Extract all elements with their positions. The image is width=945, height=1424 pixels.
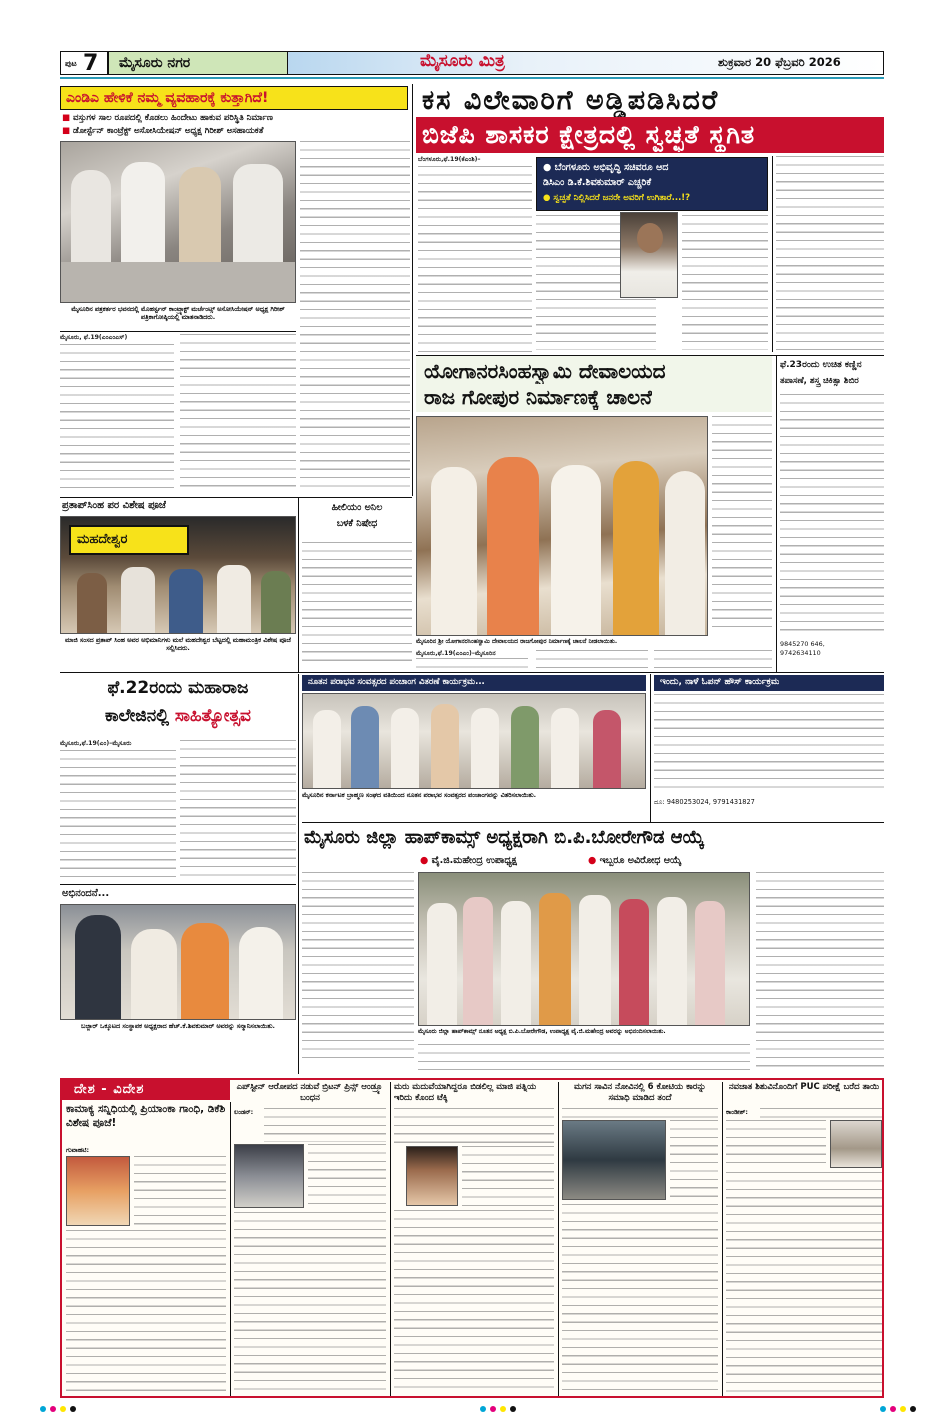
openhouse-headline: ಇಂದು, ನಾಳೆ ಓಪನ್ ಹೌಸ್ ಕಾರ್ಯಕ್ರಮ: [660, 677, 780, 687]
garbage-body-col3: [682, 215, 768, 352]
photo-icon: [427, 903, 457, 1026]
red-bullet-icon: ■: [62, 113, 71, 123]
pratap-photo: [60, 516, 296, 634]
helium-headline-1: ಹೀಲಿಯಂ ಅನಿಲ: [331, 502, 383, 513]
garbage-body-col1: [418, 156, 532, 352]
photo-icon: [637, 223, 663, 253]
photo-icon: [121, 567, 155, 634]
photo-icon: [613, 461, 659, 636]
filler-text: [726, 1172, 882, 1392]
photo-icon: [619, 899, 649, 1026]
filler-text: [462, 1146, 554, 1206]
photo-icon: [217, 565, 251, 634]
garbage-kicker-box: [536, 157, 768, 211]
priyanka-photo: [66, 1156, 130, 1226]
filler-text: [308, 1144, 386, 1208]
filler-text: [66, 1230, 226, 1392]
health-headline-2: ತಪಾಸಣೆ, ಶಸ್ತ್ರ ಚಿಕಿತ್ಸಾ ಶಿಬಿರ: [780, 376, 859, 386]
yoga-body-col1: [416, 650, 528, 670]
red-bullet-icon: ●: [420, 855, 429, 866]
calendar-headline: ನೂತನ ಪರಾಭವ ಸಂವತ್ಸರದ ಪಂಚಾಂಗ ವಿತರಣೆ ಕಾರ್ಯಕ್ರಮ...: [308, 677, 485, 687]
desha-label: ದೇಶ - ವಿದೇಶ: [74, 1082, 145, 1097]
photo-icon: [551, 465, 601, 636]
desha-section: [60, 1078, 884, 1398]
photo-icon: [169, 569, 203, 634]
date-label: ಶುಕ್ರವಾರ 20 ಫೆಬ್ರವರಿ 2026: [718, 55, 841, 69]
yoga-headline-1: ಯೋಗಾನರಸಿಂಹಸ್ವಾಮಿ ದೇವಾಲಯದ: [424, 359, 666, 383]
filler-text: [134, 1156, 226, 1226]
garbage-headline-1: ಕಸ ವಿಲೇವಾರಿಗೆ ಅಡ್ಡಿಪಡಿಸಿದರೆ: [422, 85, 720, 116]
college-headline-2a: ಕಾಲೇಜಿನಲ್ಲಿ: [105, 706, 175, 726]
calendar-caption: ಮೈಸೂರಿನ ಕರ್ನಾಟಕ ಬ್ರಾಹ್ಮಣ ಸಂಘದ ವತಿಯಿಂದ ನೂತನ ಪರಾಭವ ಸಂವತ್ಸರದ ಪಂಚಾಂಗವನ್ನು ವಿತರಿಸಲಾಯಿತು.: [302, 791, 537, 799]
desha-dateline-5: ಕಾಂಡೀಶ್:: [726, 1108, 748, 1116]
yoga-photo: [416, 416, 708, 636]
helium-headline-2: ಬಳಕೆ ನಿಷೇಧ: [336, 518, 378, 529]
desha-dateline-2: ಲಂಡನ್:: [234, 1108, 254, 1116]
filler-text: [264, 1108, 386, 1142]
desha-story-5-title: ನವಜಾತ ಶಿಶುವಿನೊಂದಿಗೆ PUC ಪರೀಕ್ಷೆ ಬರೆದ ತಾಯಿ: [728, 1082, 880, 1092]
header-stripe: [60, 77, 884, 79]
nda-headline: ಎಂಡಿಎ ಹೇಳಿಕೆ ನಮ್ಮ ವ್ಯವಹಾರಕ್ಕೆ ಕುತ್ತಾಗಿದೆ!: [66, 90, 269, 106]
college-dateline: ಮೈಸೂರು,ಫೆ.19(ಎಂ)–ಮೈಸೂರು: [60, 740, 132, 747]
page-label: ಪುಟ: [65, 59, 77, 68]
desha-story-3: [394, 1082, 554, 1394]
nda-bullet-2: [62, 126, 406, 138]
yoga-headline-box: [416, 356, 772, 412]
hopcoms-headline: ಮೈಸೂರು ಜಿಲ್ಲಾ ಹಾಪ್‌ಕಾಮ್ಸ್ ಅಧ್ಯಕ್ಷರಾಗಿ ಬಿ.ಪಿ.ಬೋರೇಗೌಡ ಆಯ್ಕೆ: [304, 827, 705, 848]
filler-text: [726, 1120, 826, 1168]
section-tab: [108, 51, 288, 75]
garbage-headline-2-box: [416, 117, 884, 153]
garbage-kicker-1: ● ಬೆಂಗಳೂರು ಅಭಿವೃದ್ಧಿ ಸಚಿವರೂ ಆದ: [543, 162, 669, 173]
desha-label-box: [62, 1080, 230, 1100]
college-body-col2: [180, 740, 296, 880]
hopcoms-body-left: [302, 872, 414, 1060]
felicitation-caption: ಬಜ್ಜಾರ್ ಒಕ್ಕೂಟದ ಸಂಸ್ಥಾಪಕ ಅಧ್ಯಕ್ಷರಾದ ಹೆಚ್.ಕೆ.ಶಿವಕುಮಾರ್ ಅವರನ್ನು ಸನ್ಮಾನಿಸಲಾಯಿತು.: [81, 1022, 275, 1030]
desha-story-2-title: ಎಪ್‌ಸ್ಟೀನ್ ಆರೋಪದ ನಡುವೆ ಬ್ರಿಟನ್ ಪ್ರಿನ್ಸ್ ಆಂಡ್ರ್ಯೂ ಬಂಧನ: [236, 1082, 384, 1103]
photo-icon: [463, 897, 493, 1026]
calendar-headline-box: [302, 675, 646, 691]
nda-photo: [60, 141, 296, 303]
health-phone-1: 9845270 646,: [780, 640, 825, 648]
desha-story-3-title: ಮರು ಮದುವೆಯಾಗಿದ್ದರೂ ಬಿಡಲಿಲ್ಲ ಮಾಜಿ ಪತ್ನಿಯ ಇರಿದು ಕೊಂದ ಟೆಕ್ಕಿ: [394, 1082, 537, 1103]
pratap-banner: [69, 525, 189, 555]
health-body: [780, 394, 884, 638]
mother-photo: [830, 1120, 882, 1168]
garbage-body-col4: [776, 156, 884, 352]
filler-text: [760, 1108, 882, 1118]
yoga-body-side: [712, 416, 772, 636]
filler-text: [234, 1212, 386, 1392]
hopcoms-caption: ಮೈಸೂರು ಜಿಲ್ಲಾ ಹಾಪ್‌ಕಾಮ್ಸ್ ನೂತನ ಅಧ್ಯಕ್ಷ ಬಿ.ಪಿ.ಬೋರೇಗೌಡ, ಉಪಾಧ್ಯಕ್ಷ ವೈ.ಜಿ.ಮಹೇಂದ್ರ ಅವರನ್ನು ಅಭಿನಂದಿಸಲಾಯಿತು.: [418, 1028, 666, 1035]
photo-icon: [181, 923, 229, 1020]
hopcoms-photo: [418, 872, 750, 1026]
helium-body: [302, 542, 412, 670]
pratap-headline: ಪ್ರತಾಪ್‌ಸಿಂಹ ಪರ ವಿಶೇಷ ಪೂಜೆ: [62, 500, 167, 511]
photo-icon: [131, 929, 177, 1020]
felicitation-label: ಅಭಿನಂದನೆ...: [62, 888, 110, 899]
garbage-headline-2: ಬಿಜೆಪಿ ಶಾಸಕರ ಕ್ಷೇತ್ರದಲ್ಲಿ ಸ್ವಚ್ಛತೆ ಸ್ಥಗಿತ: [422, 120, 756, 149]
photo-icon: [239, 927, 283, 1020]
college-headline-2b: ಸಾಹಿತ್ಯೋತ್ಸವ: [174, 706, 251, 726]
photo-icon: [431, 704, 459, 789]
dk-photo: [620, 212, 678, 298]
filler-text: [756, 872, 884, 1070]
filler-text: [302, 872, 414, 1058]
filler-text: [418, 166, 532, 352]
desha-story-1-title: ಕಾಮಾಕ್ಯ ಸನ್ನಿಧಿಯಲ್ಲಿ ಪ್ರಿಯಾಂಕಾ ಗಾಂಧಿ, ಡಿಕೆಶಿ ವಿಶೇಷ ಪೂಜೆ!: [66, 1103, 226, 1129]
yoga-body-col2: [536, 650, 648, 670]
photo-icon: [471, 708, 499, 789]
desha-story-4-title: ಮಗನ ಸಾವಿನ ನೋವಿನಲ್ಲಿ 6 ಕೋಟಿಯ ಕಾರನ್ನು ಸಮಾಧಿ ಮಾಡಿದ ತಂದೆ: [573, 1082, 706, 1103]
health-phones: [780, 640, 884, 670]
nda-bullet-2-text: ಡೋರ್ಸ್ಟೆನ್ ಕಾಂಟ್ರೆಕ್ಟ್ ಅಸೋಸಿಯೇಷನ್ ಅಧ್ಯಕ್ಷ ಗಿರೀಶ್ ಅಸಹಾಯಕತೆ: [73, 126, 264, 136]
filler-text: [682, 215, 768, 350]
techie-photo: [406, 1146, 458, 1206]
photo-icon: [77, 573, 107, 634]
photo-icon: [551, 708, 579, 789]
photo-icon: [75, 915, 121, 1020]
college-headline-1: ಫೆ.22ರಂದು ಮಹಾರಾಜ: [107, 678, 249, 698]
nda-body-col1: [60, 334, 174, 494]
calendar-photo: [302, 693, 646, 789]
desha-story-5: [726, 1082, 882, 1394]
filler-text: [418, 1044, 750, 1070]
photo-icon: [313, 710, 341, 789]
car-photo: [562, 1120, 666, 1200]
openhouse-phone: ದೂ: 9480253024, 9791431827: [654, 798, 755, 806]
garbage-dateline: ಬೆಂಗಳೂರು,ಫೆ.19(ಕೆಎಂಶಿ)–: [418, 156, 481, 163]
hopcoms-sub-2-text: ಇಬ್ಬರೂ ಅವಿರೋಧ ಆಯ್ಕೆ: [599, 855, 682, 866]
desha-story-1: [66, 1102, 226, 1394]
filler-text: [562, 1204, 718, 1392]
photo-icon: [61, 262, 296, 303]
photo-icon: [391, 708, 419, 789]
helium-headline-box: [302, 500, 412, 540]
desha-dateline-1: ಗುವಾಹಟಿ:: [66, 1146, 90, 1154]
filler-text: [180, 334, 296, 492]
nda-bullet-1: [62, 113, 406, 125]
photo-icon: [351, 706, 379, 789]
garbage-kicker-3: ● ಸ್ವಚ್ಛತೆ ನಿಲ್ಲಿಸಿದರೆ ಜನರೇ ಅವರಿಗೆ ಉಗಿತಾರೆ...!?: [543, 193, 691, 203]
health-headline-box: [780, 358, 884, 392]
openhouse-body: [654, 694, 884, 794]
pratap-caption: ಮಾಜಿ ಸಂಸದ ಪ್ರತಾಪ್ ಸಿಂಹ ಅವರ ಅಭಿಮಾನಿಗಳು ಮಲೆ ಮಹದೇಶ್ವರ ಬೆಟ್ಟದಲ್ಲಿ ಮಹಾಮಂತ್ರಿಕ ವಿಶೇಷ ಪೂಜೆ ಸಲ್ಲಿಸಿದರು.: [65, 636, 291, 653]
photo-icon: [431, 467, 477, 636]
hopcoms-body-right: [756, 872, 884, 1072]
filler-text: [654, 650, 772, 670]
hopcoms-body-bottom: [418, 1044, 750, 1072]
registration-marks: [40, 1404, 920, 1414]
yoga-caption: ಮೈಸೂರಿನ ಶ್ರೀ ಯೋಗಾನರಸಿಂಹಸ್ವಾಮಿ ದೇವಾಲಯದ ರಾಜಗೋಪುರ ನಿರ್ಮಾಣಕ್ಕೆ ಚಾಲನೆ ನೀಡಲಾಯಿತು.: [416, 638, 618, 645]
filler-text: [780, 394, 884, 636]
desha-story-4: [562, 1082, 718, 1394]
page-number: 7: [83, 51, 99, 76]
filler-text: [776, 156, 884, 350]
photo-icon: [695, 901, 725, 1026]
hopcoms-sub-2: [588, 855, 788, 869]
garbage-kicker-2: ಡಿಸಿಎಂ ಡಿ.ಕೆ.ಶಿವಕುಮಾರ್ ಎಚ್ಚರಿಕೆ: [543, 177, 652, 188]
filler-text: [536, 650, 648, 670]
filler-text: [562, 1108, 718, 1118]
health-headline-1: ಫೆ.23ರಂದು ಉಚಿತ ಕಣ್ಣಿನ: [780, 360, 862, 370]
photo-icon: [579, 895, 611, 1026]
nda-caption: ಮೈಸೂರಿನ ಪತ್ರಕರ್ತರ ಭವನದಲ್ಲಿ ಮೊಹರ್ಸ್ಟನ್ ಕಾಂಟ್ರ್ಯಾಕ್ಟ್ ಮರ್ಚೆಂಟ್ಸ್ ಅಸೋಸಿಯೇಷನ್ ಅಧ್ಯಕ್ಷ ಗಿರೀಶ್ ಪತ್ರಿಕಾಗೋಷ್ಠಿಯಲ್ಲಿ ಮಾತನಾಡಿದರು.: [71, 305, 285, 322]
nda-headline-box: [60, 86, 408, 110]
hopcoms-sub-1-text: ವೈ.ಜಿ.ಮಹೇಂದ್ರ ಉಪಾಧ್ಯಕ್ಷ: [431, 855, 517, 866]
yoga-dateline: ಮೈಸೂರು,ಫೆ.19(ಎಂಎಂ)–ಮೈಸೂರಿನ: [416, 650, 496, 657]
openhouse-headline-box: [654, 675, 884, 691]
filler-text: [180, 740, 296, 878]
filler-text: [712, 416, 772, 634]
nda-body-col2: [180, 334, 296, 494]
desha-story-2: [234, 1082, 386, 1394]
andrew-photo: [234, 1144, 304, 1208]
filler-text: [654, 694, 884, 792]
college-headline-box: [60, 674, 296, 736]
nda-dateline: ಮೈಸೂರು, ಫೆ.19(ಎಂಎಂಎಸ್‌): [60, 334, 128, 341]
yoga-headline-2: ರಾಜ ಗೋಪುರ ನಿರ್ಮಾಣಕ್ಕೆ ಚಾಲನೆ: [424, 385, 653, 409]
filler-text: [670, 1120, 718, 1200]
photo-icon: [665, 471, 705, 636]
paper-name: ಮೈಸೂರು ಮಿತ್ರ: [420, 51, 505, 71]
filler-text: [60, 750, 176, 880]
garbage-headline-1-box: [416, 84, 884, 118]
health-phone-2: 9742634110: [780, 649, 821, 657]
filler-text: [394, 1210, 554, 1392]
filler-text: [394, 1108, 554, 1144]
photo-icon: [593, 710, 621, 789]
photo-icon: [511, 706, 539, 789]
nda-body-col3: [300, 141, 410, 494]
photo-icon: [487, 457, 539, 636]
college-body-col1: [60, 740, 176, 880]
page-badge: [60, 51, 108, 75]
photo-icon: [261, 571, 291, 634]
photo-icon: [501, 901, 531, 1026]
filler-text: [300, 141, 410, 494]
yoga-body-col3: [654, 650, 772, 670]
filler-text: [416, 658, 528, 670]
felicitation-photo: [60, 904, 296, 1020]
photo-icon: [657, 897, 687, 1026]
red-bullet-icon: ●: [588, 855, 597, 866]
pratap-banner-text: ಮಹದೇಶ್ವರ: [77, 532, 128, 547]
masthead: [0, 0, 945, 78]
filler-text: [60, 344, 174, 494]
section-name: ಮೈಸೂರು ನಗರ: [119, 55, 191, 71]
nda-bullet-1-text: ವಸ್ತುಗಳ ಸಾಲ ರೂಪದಲ್ಲಿ ಕೊಡಲು ಹಿಂದೇಟು ಹಾಕುವ ಪರಿಸ್ಥಿತಿ ನಿರ್ಮಾಣ: [73, 113, 273, 123]
filler-text: [302, 542, 412, 668]
red-bullet-icon: ■: [62, 126, 71, 136]
photo-icon: [539, 893, 571, 1026]
